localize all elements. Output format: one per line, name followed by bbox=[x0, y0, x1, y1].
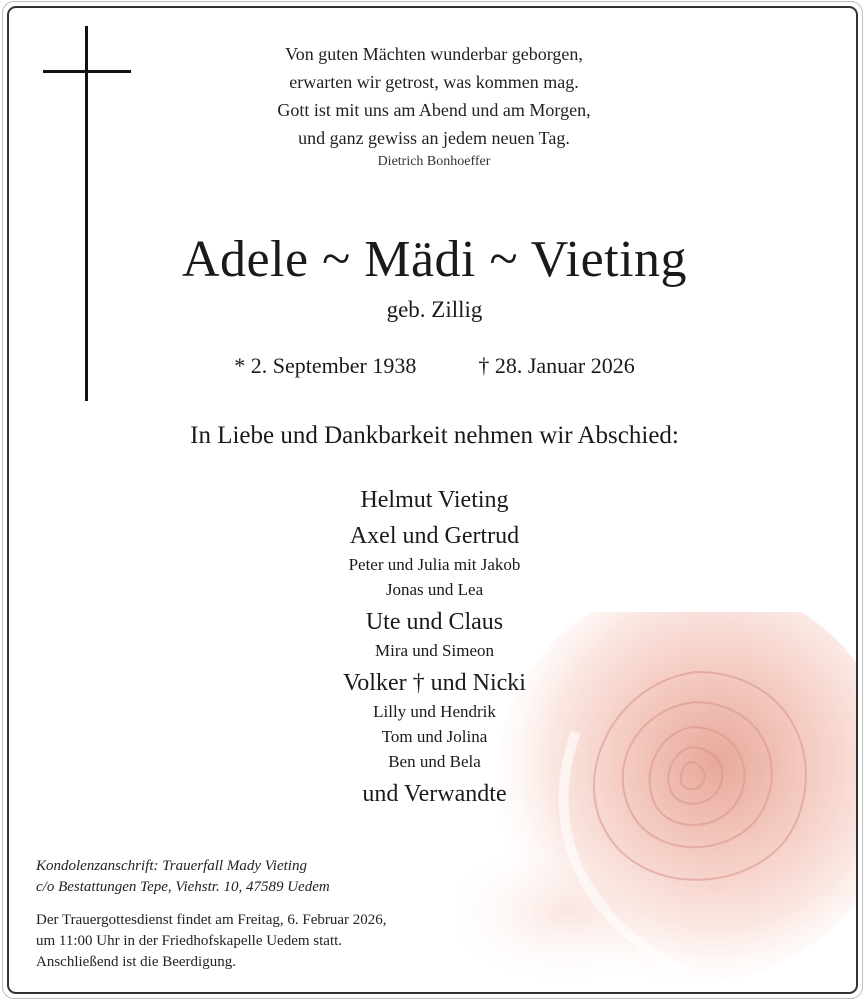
family-sub-member: Ben und Bela bbox=[388, 752, 481, 771]
condolence-line: c/o Bestattungen Tepe, Viehstr. 10, 47589 Uedem bbox=[36, 879, 330, 895]
family-member: Helmut Vieting bbox=[360, 487, 509, 513]
service-line: Der Trauergottesdienst findet am Freitag, 6. Februar 2026, bbox=[36, 912, 387, 928]
death-date: † 28. Januar 2026 bbox=[478, 353, 635, 378]
farewell-text: In Liebe und Dankbarkeit nehmen wir Abschied: bbox=[190, 422, 679, 449]
poem bbox=[84, 40, 784, 172]
condolence-line: Kondolenzanschrift: Trauerfall Mady Vieting bbox=[36, 858, 307, 874]
condolence-address bbox=[36, 856, 330, 898]
poem-line: und ganz gewiss an jedem neuen Tag. bbox=[298, 128, 570, 148]
service-info bbox=[36, 910, 387, 973]
service-line: um 11:00 Uhr in der Friedhofskapelle Uedem statt. bbox=[36, 933, 343, 949]
life-dates bbox=[9, 351, 858, 381]
service-line: Anschließend ist die Beerdigung. bbox=[36, 954, 236, 970]
obituary-card bbox=[7, 6, 858, 994]
family-member: Ute und Claus bbox=[365, 609, 504, 635]
family-list bbox=[9, 480, 858, 810]
family-sub-member: Lilly und Hendrik bbox=[373, 702, 496, 721]
family-sub-member: Tom und Jolina bbox=[381, 727, 488, 746]
family-sub-member: Mira und Simeon bbox=[375, 641, 494, 660]
family-sub-member: Jonas und Lea bbox=[385, 580, 484, 599]
poem-line: Gott ist mit uns am Abend und am Morgen, bbox=[277, 100, 591, 120]
maiden-name: geb. Zillig bbox=[386, 297, 483, 322]
birth-date: * 2. September 1938 bbox=[234, 353, 417, 378]
deceased-name: Adele ~ Mädi ~ Vieting bbox=[181, 231, 688, 288]
family-member: Axel und Gertrud bbox=[349, 523, 520, 549]
family-sub-member: Peter und Julia mit Jakob bbox=[348, 555, 521, 574]
poem-author: Dietrich Bonhoeffer bbox=[377, 154, 491, 169]
family-member: und Verwandte bbox=[362, 781, 507, 807]
family-member: Volker † und Nicki bbox=[343, 670, 526, 696]
poem-line: erwarten wir getrost, was kommen mag. bbox=[289, 72, 579, 92]
poem-line: Von guten Mächten wunderbar geborgen, bbox=[285, 44, 583, 64]
